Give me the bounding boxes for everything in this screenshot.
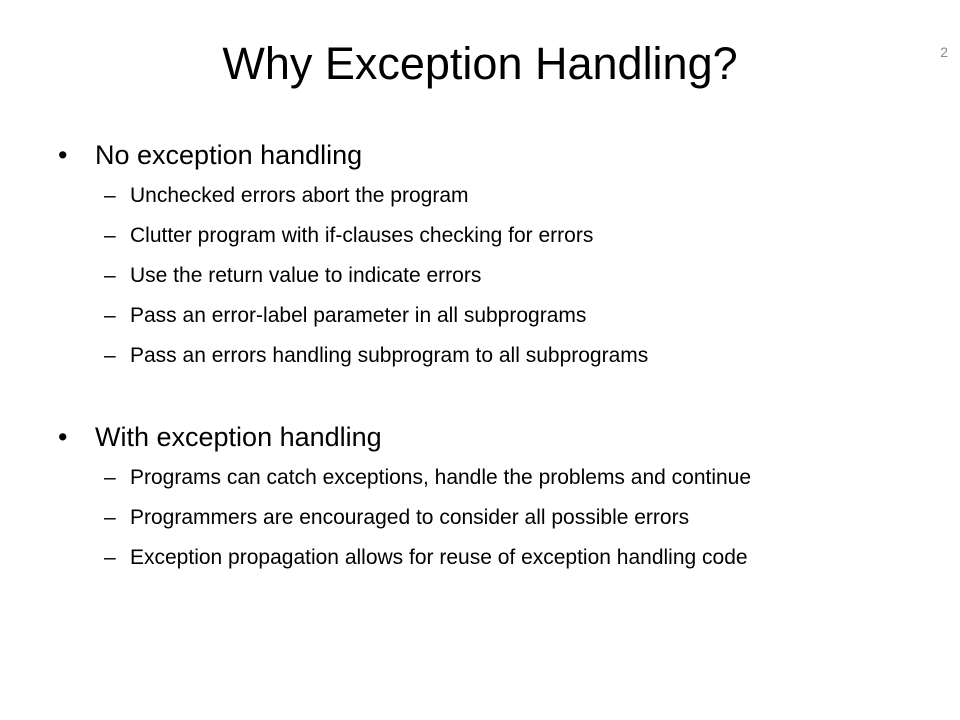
sub-list — [58, 465, 938, 571]
bullet-icon: • — [58, 422, 68, 452]
dash-icon: – — [104, 184, 116, 207]
bullet-heading: With exception handling — [95, 422, 382, 452]
list-item — [104, 303, 938, 329]
bullet-item — [58, 136, 938, 174]
slide-title: Why Exception Handling? — [222, 38, 738, 89]
list-item — [104, 223, 938, 249]
list-item — [104, 183, 938, 209]
list-item — [104, 263, 938, 289]
sub-list — [58, 183, 938, 369]
dash-icon: – — [104, 264, 116, 287]
list-item-text: Programs can catch exceptions, handle the problems and continue — [130, 466, 752, 489]
dash-icon: – — [104, 466, 116, 489]
list-item-text: Programmers are encouraged to consider all possible errors — [130, 506, 690, 529]
list-item — [104, 505, 938, 531]
dash-icon: – — [104, 344, 116, 367]
dash-icon: – — [104, 506, 116, 529]
list-item-text: Exception propagation allows for reuse of exception handling code — [130, 546, 748, 569]
bullet-icon: • — [58, 140, 68, 170]
section-with-exception-handling — [58, 418, 938, 585]
slide-number: 2 — [940, 44, 948, 60]
bullet-heading: No exception handling — [95, 140, 363, 170]
list-item-text: Pass an errors handling subprogram to all subprograms — [130, 344, 649, 367]
list-item — [104, 545, 938, 571]
section-no-exception-handling — [58, 136, 938, 383]
list-item-text: Unchecked errors abort the program — [130, 184, 469, 207]
dash-icon: – — [104, 304, 116, 327]
bullet-item — [58, 418, 938, 456]
dash-icon: – — [104, 224, 116, 247]
dash-icon: – — [104, 546, 116, 569]
list-item-text: Use the return value to indicate errors — [130, 264, 482, 287]
list-item — [104, 465, 938, 491]
list-item-text: Clutter program with if-clauses checking for errors — [130, 224, 594, 247]
list-item-text: Pass an error-label parameter in all subprograms — [130, 304, 587, 327]
list-item — [104, 343, 938, 369]
